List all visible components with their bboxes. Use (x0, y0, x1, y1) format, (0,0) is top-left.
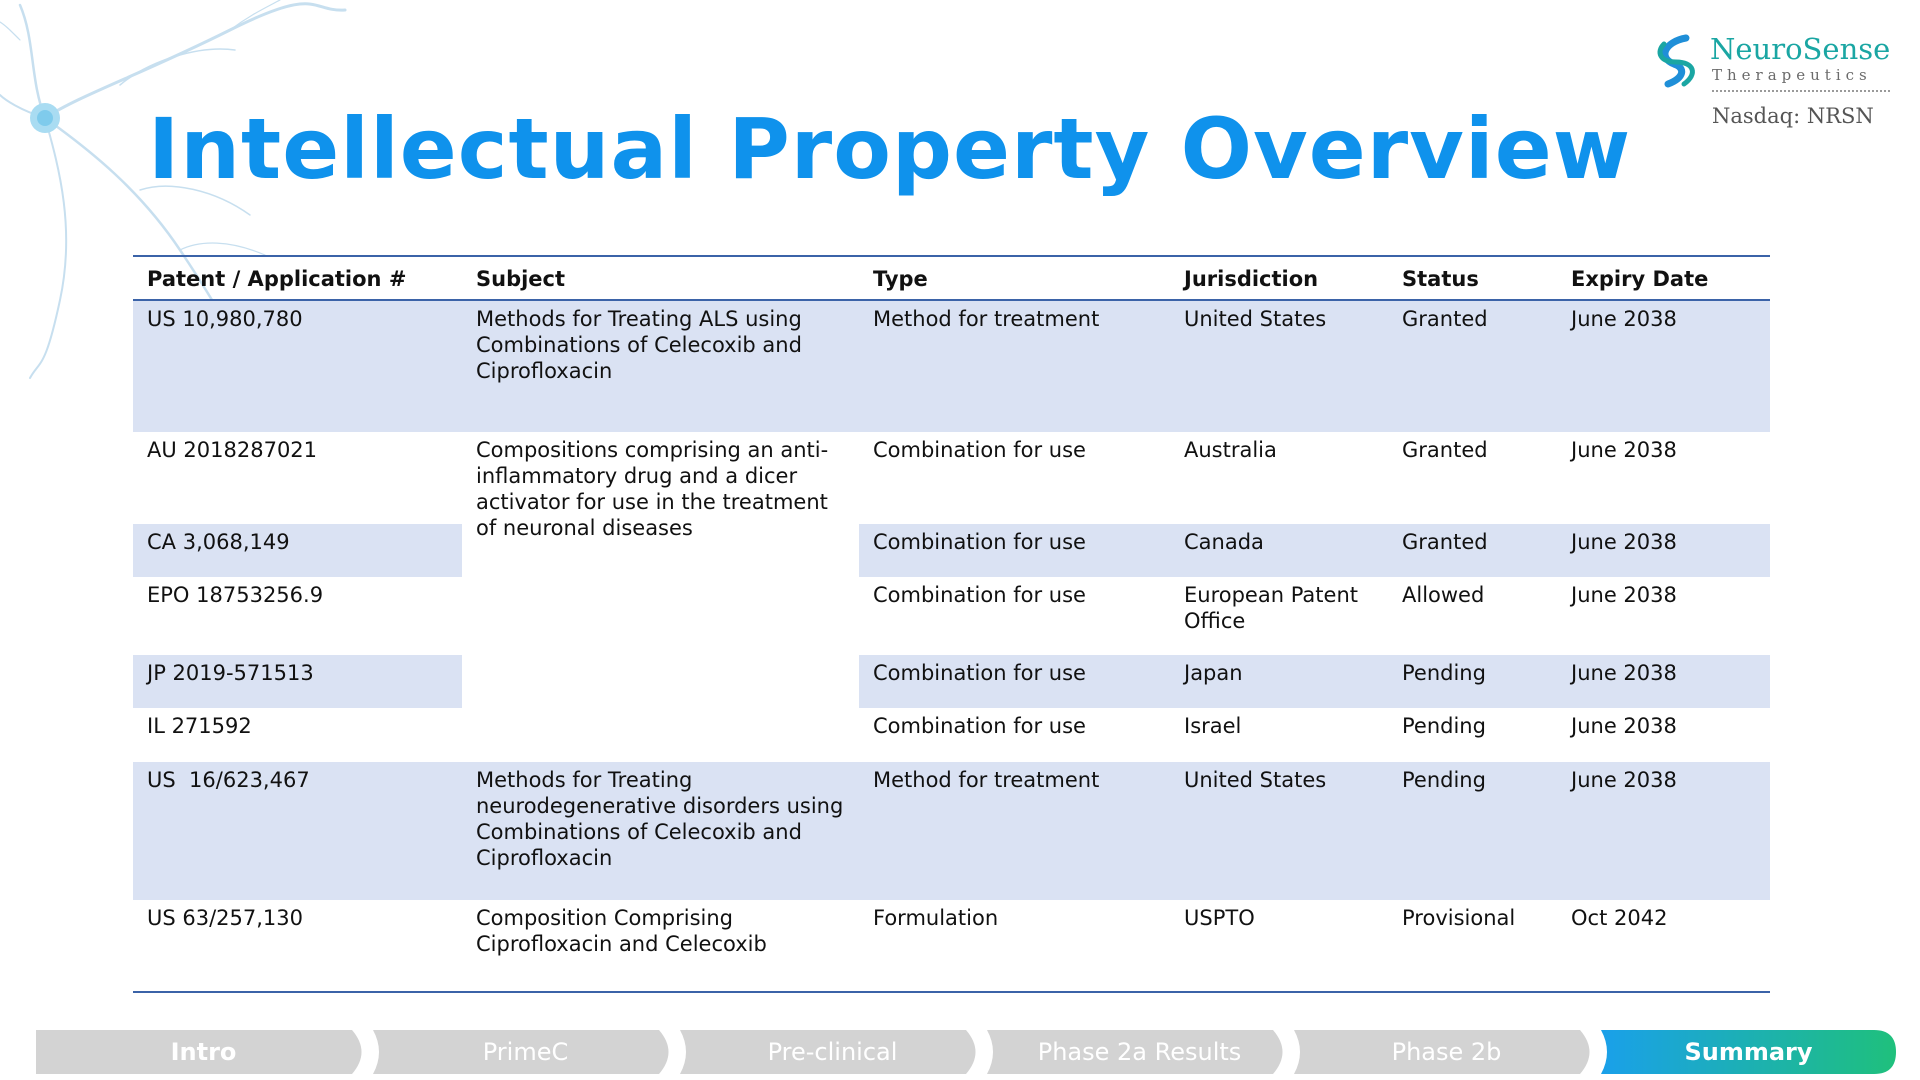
nav-label: Phase 2b (1391, 1038, 1502, 1066)
table-row (133, 577, 1770, 655)
section-nav (36, 1030, 1896, 1074)
subject: Compositions comprising an anti-inflammatory drug and a dicer activator for use in the treatment of neuronal diseases (476, 438, 829, 540)
type: Combination for use (873, 714, 1086, 738)
nav-label: Phase 2a Results (1037, 1038, 1242, 1066)
status: Pending (1388, 655, 1557, 708)
table-row (133, 655, 1770, 708)
status: Granted (1388, 524, 1557, 577)
header-jurisdiction: Jurisdiction (1184, 267, 1319, 291)
table-row (133, 300, 1770, 432)
type: Combination for use (873, 438, 1086, 462)
status: Allowed (1402, 583, 1485, 607)
patent-number: US 63/257,130 (147, 906, 304, 930)
jurisdiction: Australia (1184, 438, 1277, 462)
nav-item-primec[interactable] (373, 1030, 678, 1074)
slide-title: Intellectual Property Overview (148, 100, 1632, 198)
table-row (133, 524, 1770, 577)
nav-item-phase-2a-results[interactable] (987, 1030, 1292, 1074)
header-expiry-date: Expiry Date (1571, 267, 1709, 291)
status: Pending (1402, 714, 1486, 738)
neurosense-logo-icon (1650, 32, 1708, 90)
ip-table (133, 255, 1770, 993)
status: Pending (1388, 762, 1557, 900)
company-logo (1650, 28, 1890, 138)
jurisdiction: United States (1170, 762, 1388, 900)
subject: Methods for Treating neurodegenerative disorders using Combinations of Celecoxib and Ciprofloxacin (462, 762, 859, 900)
patent-number: JP 2019-571513 (133, 655, 462, 708)
nav-item-summary[interactable] (1601, 1030, 1896, 1074)
jurisdiction: Israel (1184, 714, 1242, 738)
type: Formulation (873, 906, 999, 930)
expiry-date: June 2038 (1557, 524, 1770, 577)
expiry-date: June 2038 (1571, 438, 1677, 462)
status: Granted (1402, 438, 1488, 462)
jurisdiction: United States (1170, 300, 1388, 432)
type: Method for treatment (859, 762, 1170, 900)
patent-number: US 16/623,467 (133, 762, 462, 900)
patent-number: EPO 18753256.9 (147, 583, 324, 607)
expiry-date: June 2038 (1571, 583, 1677, 607)
header-status: Status (1402, 267, 1479, 291)
table-row (133, 900, 1770, 992)
expiry-date: June 2038 (1557, 655, 1770, 708)
expiry-date: June 2038 (1557, 300, 1770, 432)
subject: Methods for Treating ALS using Combinations of Celecoxib and Ciprofloxacin (462, 300, 859, 432)
patent-number: IL 271592 (147, 714, 252, 738)
nav-label: Pre-clinical (767, 1038, 898, 1066)
logo-subtitle: Therapeutics (1712, 66, 1872, 84)
type: Combination for use (873, 583, 1086, 607)
logo-divider (1712, 90, 1890, 92)
patent-number: CA 3,068,149 (133, 524, 462, 577)
logo-name: NeuroSense (1710, 32, 1891, 66)
nav-item-phase-2b[interactable] (1294, 1030, 1599, 1074)
logo-ticker: Nasdaq: NRSN (1712, 104, 1874, 128)
jurisdiction: USPTO (1184, 906, 1255, 930)
nav-item-intro[interactable] (36, 1030, 371, 1074)
header-type: Type (873, 267, 928, 291)
table-row (133, 762, 1770, 900)
type: Combination for use (859, 655, 1170, 708)
table-header-row (133, 256, 1770, 300)
status: Provisional (1402, 906, 1516, 930)
expiry-date: June 2038 (1571, 714, 1677, 738)
nav-label: Summary (1684, 1038, 1813, 1066)
nav-label: Intro (170, 1038, 237, 1066)
jurisdiction: Canada (1170, 524, 1388, 577)
status: Granted (1388, 300, 1557, 432)
jurisdiction: European Patent Office (1184, 583, 1358, 633)
header-subject: Subject (476, 267, 566, 291)
type: Method for treatment (859, 300, 1170, 432)
table-row (133, 432, 1770, 524)
patent-number: US 10,980,780 (133, 300, 462, 432)
subject: Composition Comprising Ciprofloxacin and Celecoxib (476, 906, 767, 956)
header-patent-number: Patent / Application # (147, 267, 407, 291)
expiry-date: June 2038 (1557, 762, 1770, 900)
patent-number: AU 2018287021 (147, 438, 318, 462)
type: Combination for use (859, 524, 1170, 577)
table-row (133, 708, 1770, 762)
jurisdiction: Japan (1170, 655, 1388, 708)
nav-label: PrimeC (482, 1038, 569, 1066)
nav-item-pre-clinical[interactable] (680, 1030, 985, 1074)
expiry-date: Oct 2042 (1571, 906, 1668, 930)
